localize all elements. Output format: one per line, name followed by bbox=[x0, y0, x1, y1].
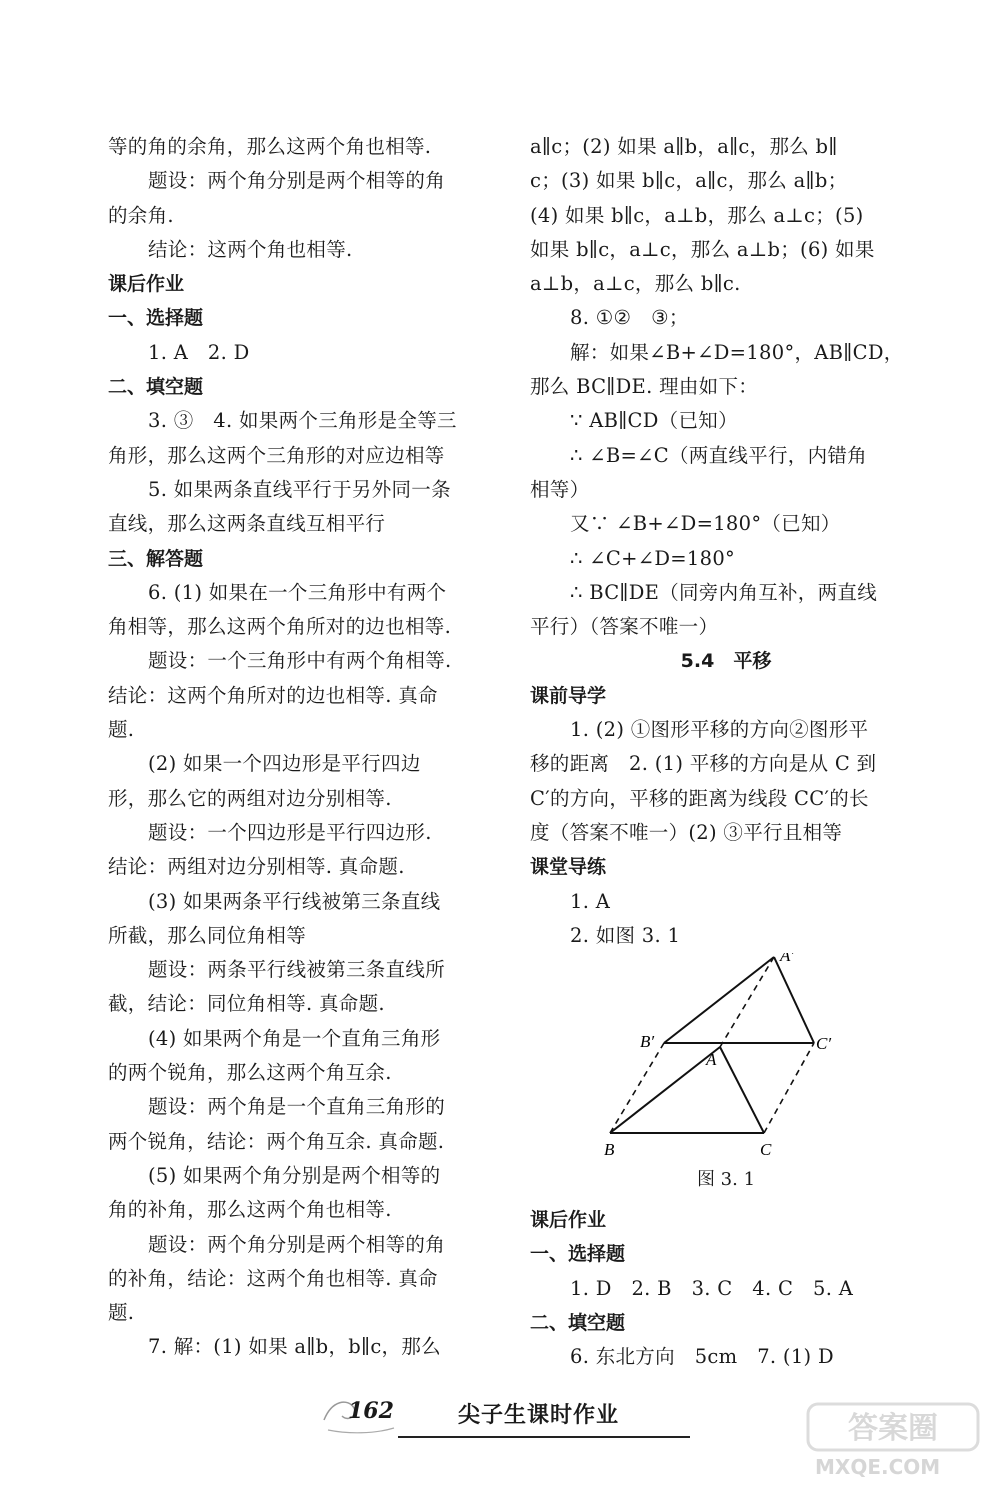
label-C: C bbox=[760, 1140, 772, 1160]
right-text-line: 8. ①② ③； bbox=[570, 306, 689, 330]
left-text-line: 3. ③ 4. 如果两个三角形是全等三 bbox=[148, 409, 457, 433]
label-B: B bbox=[604, 1140, 615, 1160]
left-text-line: 结论：这两个角也相等. bbox=[148, 237, 353, 261]
right-text-line: a∥c；(2) 如果 a∥b，a∥c，那么 b∥ bbox=[530, 135, 838, 158]
left-text-line: (2) 如果一个四边形是平行四边 bbox=[148, 752, 421, 776]
right-text-line: c；(3) 如果 b∥c，a∥c，那么 a∥b； bbox=[530, 169, 848, 193]
left-text-line: 7. 解：(1) 如果 a∥b，b∥c，那么 bbox=[148, 1335, 441, 1359]
left-text-line: 形，那么它的两组对边分别相等. bbox=[108, 786, 392, 810]
left-text-line: 题设：两条平行线被第三条直线所 bbox=[148, 958, 446, 982]
left-text-line: 结论：这两个角所对的边也相等. 真命 bbox=[108, 683, 438, 707]
left-text-line: 两个锐角，结论：两个角互余. 真命题. bbox=[108, 1129, 445, 1153]
left-text-line: 题. bbox=[108, 718, 135, 742]
left-text-line: (4) 如果两个角是一个直角三角形 bbox=[148, 1026, 441, 1050]
left-text-line: 题设：两个角分别是两个相等的角 bbox=[148, 1232, 446, 1256]
label-A: A bbox=[706, 1050, 717, 1070]
left-text-line: 角的补角，那么这两个角也相等. bbox=[108, 1198, 392, 1222]
left-text-line: 题设：两个角是一个直角三角形的 bbox=[148, 1095, 446, 1119]
left-text-line: 题设：一个三角形中有两个角相等. bbox=[148, 649, 452, 673]
segment-AC bbox=[720, 1047, 764, 1133]
left-text-line: 1. A 2. D bbox=[148, 340, 250, 364]
right-text-line: a⊥b，a⊥c，那么 b∥c. bbox=[530, 272, 741, 296]
left-text-line: (5) 如果两个角分别是两个相等的 bbox=[148, 1163, 441, 1187]
right-heading: 二、填空题 bbox=[530, 1312, 626, 1335]
right-text-line: 2. 如图 3. 1 bbox=[570, 923, 681, 947]
left-text-line: 的两个锐角，那么这两个角互余. bbox=[108, 1061, 392, 1085]
left-text-line: 结论：两组对边分别相等. 真命题. bbox=[108, 855, 405, 879]
right-text-line: 那么 BC∥DE. 理由如下： bbox=[530, 375, 759, 399]
book-title: 尖子生课时作业 bbox=[458, 1403, 620, 1428]
dashed-BB-prime bbox=[610, 1043, 664, 1133]
figure-diagram bbox=[530, 953, 922, 1163]
right-text-line: 解：如果∠B+∠D=180°，AB∥CD， bbox=[570, 340, 904, 364]
left-text-line: 题设：两个角分别是两个相等的角 bbox=[148, 169, 446, 193]
right-section-title: 5.4 平移 bbox=[680, 650, 772, 673]
left-text-line: 5. 如果两条直线平行于另外同一条 bbox=[148, 477, 451, 501]
right-column-top bbox=[530, 130, 922, 953]
left-text-line: 的余角. bbox=[108, 203, 174, 227]
watermark-text: MXQE.COM bbox=[815, 1455, 941, 1479]
left-heading: 三、解答题 bbox=[108, 547, 204, 570]
right-text-line: 相等） bbox=[530, 477, 590, 501]
left-heading: 一、选择题 bbox=[108, 307, 204, 330]
right-text-line: (4) 如果 b∥c，a⊥b，那么 a⊥c；(5) bbox=[530, 203, 864, 227]
left-text-line: 题. bbox=[108, 1301, 135, 1325]
left-heading: 二、填空题 bbox=[108, 376, 204, 399]
left-column bbox=[108, 130, 500, 1365]
right-text-line: 平行）（答案不唯一） bbox=[530, 615, 719, 639]
segment-A-prime-B-prime bbox=[664, 957, 774, 1043]
dashed-AA-prime bbox=[720, 957, 774, 1047]
right-text-line: ∴ BC∥DE（同旁内角互补，两直线 bbox=[570, 580, 877, 604]
right-text-line: 又∵ ∠B+∠D=180°（已知） bbox=[570, 512, 841, 536]
right-heading: 课后作业 bbox=[530, 1209, 607, 1232]
left-text-line: 角形，那么这两个三角形的对应边相等 bbox=[108, 443, 445, 467]
right-heading: 一、选择题 bbox=[530, 1243, 626, 1266]
right-text-line: ∵ AB∥CD（已知） bbox=[570, 409, 738, 433]
right-text-line: 1. (2) ①图形平移的方向②图形平 bbox=[570, 718, 869, 742]
left-text-line: 直线，那么这两条直线互相平行 bbox=[108, 512, 386, 536]
left-text-line: 的补角，结论：这两个角也相等. 真命 bbox=[108, 1266, 438, 1290]
left-heading: 课后作业 bbox=[108, 273, 185, 296]
right-text-line: 度（答案不唯一）(2) ③平行且相等 bbox=[530, 820, 843, 844]
left-text-line: 截，结论：同位角相等. 真命题. bbox=[108, 992, 385, 1016]
right-text-line: 6. 东北方向 5cm 7. (1) D bbox=[570, 1345, 834, 1369]
left-text-line: 题设：一个四边形是平行四边形. bbox=[148, 820, 432, 844]
right-column-bottom bbox=[530, 1203, 922, 1374]
right-text-line: C′的方向，平移的距离为线段 CC′的长 bbox=[530, 786, 869, 810]
right-heading: 课前导学 bbox=[530, 684, 607, 707]
left-text-line: 角相等，那么这两个角所对的边也相等. bbox=[108, 615, 452, 639]
label-C-prime: C′ bbox=[816, 1034, 832, 1054]
watermark-logo-text: 答案圈 bbox=[848, 1411, 938, 1446]
page-number: 162 bbox=[348, 1398, 394, 1424]
label-A-prime: A′ bbox=[780, 953, 795, 966]
left-text-line: 所截，那么同位角相等 bbox=[108, 923, 307, 947]
dashed-CC-prime bbox=[764, 1043, 814, 1133]
right-column bbox=[530, 130, 922, 1375]
right-text-line: ∴ ∠C+∠D=180° bbox=[570, 546, 736, 570]
right-text-line: 1. D 2. B 3. C 4. C 5. A bbox=[570, 1276, 854, 1300]
right-heading: 课堂导练 bbox=[530, 856, 607, 879]
footer-rule bbox=[398, 1436, 690, 1438]
left-text-line: (3) 如果两条平行线被第三条直线 bbox=[148, 889, 441, 913]
figure-caption: 图 3. 1 bbox=[696, 1169, 756, 1191]
segment-A-prime-C-prime bbox=[774, 957, 814, 1043]
right-text-line: 1. A bbox=[570, 889, 611, 913]
right-text-line: 如果 b∥c，a⊥c，那么 a⊥b；(6) 如果 bbox=[530, 237, 875, 261]
segment-AB bbox=[610, 1047, 720, 1133]
right-text-line: ∴ ∠B=∠C（两直线平行，内错角 bbox=[570, 443, 867, 467]
left-text-line: 等的角的余角，那么这两个角也相等. bbox=[108, 135, 432, 158]
label-B-prime: B′ bbox=[640, 1032, 655, 1052]
translation-figure bbox=[530, 953, 922, 1163]
left-text-line: 6. (1) 如果在一个三角形中有两个 bbox=[148, 580, 447, 604]
right-text-line: 移的距离 2. (1) 平移的方向是从 C 到 bbox=[530, 752, 877, 776]
page-footer bbox=[318, 1390, 698, 1450]
